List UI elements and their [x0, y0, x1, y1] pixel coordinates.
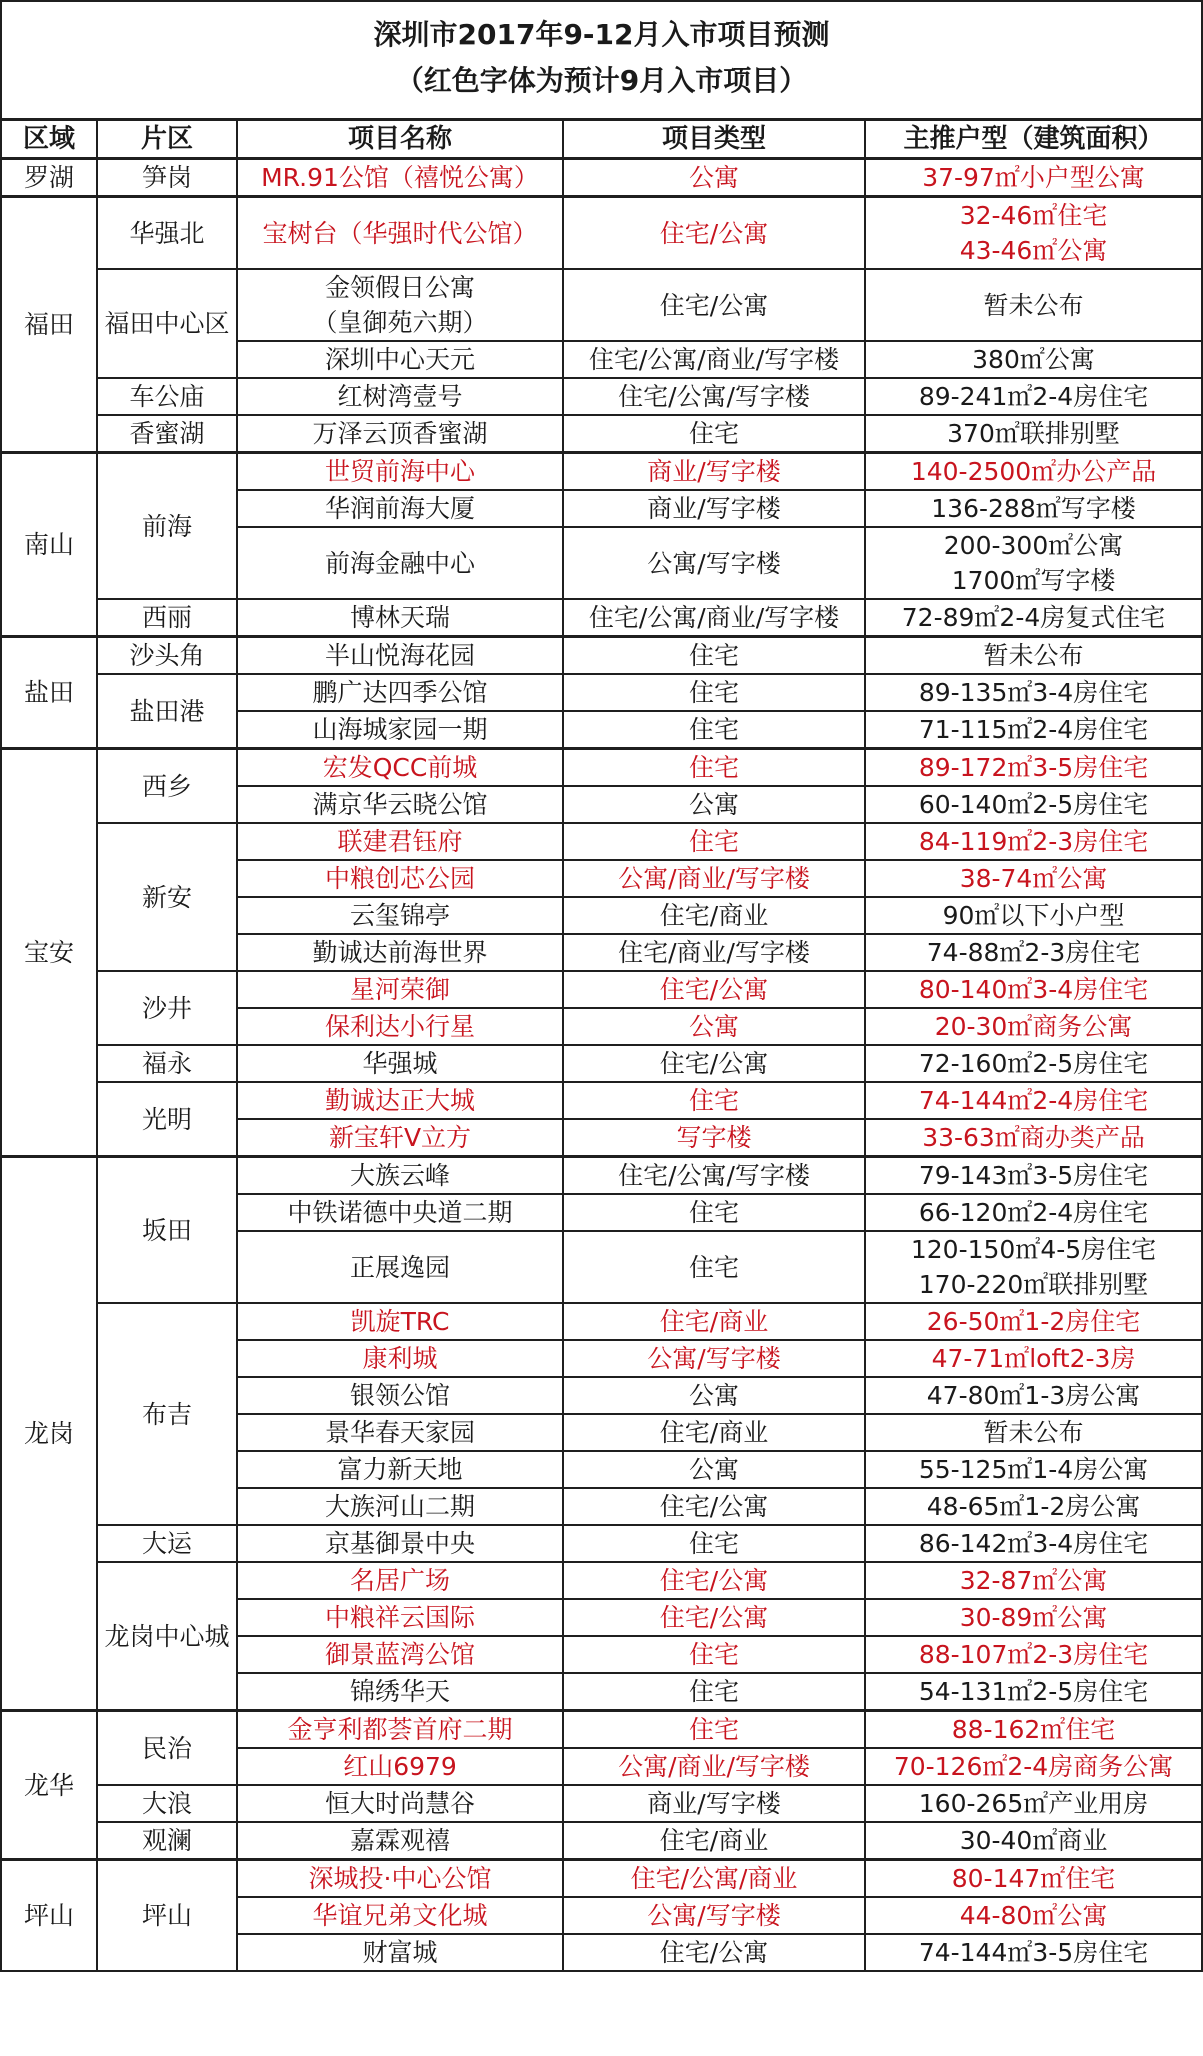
- project-name: 御景蓝湾公馆: [237, 1636, 563, 1673]
- project-name: 京基御景中央: [237, 1525, 563, 1562]
- project-type: 住宅/公寓/商业/写字楼: [563, 341, 865, 378]
- project-type: 住宅/商业: [563, 1414, 865, 1451]
- project-name: 名居广场: [237, 1562, 563, 1599]
- project-name: 中粮祥云国际: [237, 1599, 563, 1636]
- project-type: 住宅/公寓/商业: [563, 1860, 865, 1898]
- project-unit: 88-162㎡住宅: [865, 1711, 1202, 1749]
- area-cell: 坪山: [97, 1860, 237, 1972]
- project-name: 中粮创芯公园: [237, 860, 563, 897]
- project-name: 正展逸园: [237, 1231, 563, 1303]
- project-unit: 38-74㎡公寓: [865, 860, 1202, 897]
- project-type: 住宅: [563, 1082, 865, 1119]
- project-name: 大族云峰: [237, 1157, 563, 1195]
- project-unit: 160-265㎡产业用房: [865, 1785, 1202, 1822]
- project-unit: 380㎡公寓: [865, 341, 1202, 378]
- area-cell: 车公庙: [97, 378, 237, 415]
- area-cell: 民治: [97, 1711, 237, 1786]
- project-unit: 33-63㎡商办类产品: [865, 1119, 1202, 1157]
- project-type: 住宅/公寓: [563, 1934, 865, 1971]
- header-area: 片区: [97, 120, 237, 159]
- project-type: 住宅/公寓: [563, 269, 865, 341]
- project-name: 宝树台（华强时代公馆）: [237, 197, 563, 270]
- table-row: [1, 1525, 1202, 1562]
- project-name: 深圳中心天元: [237, 341, 563, 378]
- project-name: 大族河山二期: [237, 1488, 563, 1525]
- project-type: 住宅/商业: [563, 1822, 865, 1860]
- project-unit: 70-126㎡2-4房商务公寓: [865, 1748, 1202, 1785]
- area-cell: 华强北: [97, 197, 237, 270]
- project-name: 星河荣御: [237, 971, 563, 1008]
- area-cell: 笋岗: [97, 159, 237, 197]
- project-unit: 79-143㎡3-5房住宅: [865, 1157, 1202, 1195]
- table-row: [1, 749, 1202, 787]
- area-cell: 大浪: [97, 1785, 237, 1822]
- project-name: 鹏广达四季公馆: [237, 674, 563, 711]
- table-title: [1, 1, 1202, 120]
- project-unit: 140-2500㎡办公产品: [865, 453, 1202, 491]
- project-unit: 74-88㎡2-3房住宅: [865, 934, 1202, 971]
- project-name: 财富城: [237, 1934, 563, 1971]
- project-type: 公寓/写字楼: [563, 527, 865, 599]
- title-line-1: 深圳市2017年9-12月入市项目预测: [373, 18, 830, 51]
- project-unit: 80-147㎡住宅: [865, 1860, 1202, 1898]
- table-row: [1, 1045, 1202, 1082]
- project-unit: 80-140㎡3-4房住宅: [865, 971, 1202, 1008]
- project-name: 万泽云顶香蜜湖: [237, 415, 563, 453]
- project-name: 联建君钰府: [237, 823, 563, 860]
- project-type: 住宅/公寓: [563, 1488, 865, 1525]
- project-type: 住宅: [563, 1194, 865, 1231]
- project-unit: 72-89㎡2-4房复式住宅: [865, 599, 1202, 637]
- project-name: 博林天瑞: [237, 599, 563, 637]
- project-name: 恒大时尚慧谷: [237, 1785, 563, 1822]
- project-name: 红山6979: [237, 1748, 563, 1785]
- area-cell: 大运: [97, 1525, 237, 1562]
- project-type: 住宅/商业: [563, 1303, 865, 1340]
- district-cell: 盐田: [1, 637, 97, 749]
- project-type: 住宅: [563, 823, 865, 860]
- project-type: 住宅: [563, 711, 865, 749]
- project-name: 保利达小行星: [237, 1008, 563, 1045]
- project-type: 住宅/公寓: [563, 197, 865, 270]
- area-cell: 新安: [97, 823, 237, 971]
- project-unit: 89-135㎡3-4房住宅: [865, 674, 1202, 711]
- project-unit: 89-241㎡2-4房住宅: [865, 378, 1202, 415]
- project-type: 公寓/商业/写字楼: [563, 1748, 865, 1785]
- project-unit: 26-50㎡1-2房住宅: [865, 1303, 1202, 1340]
- project-type: 公寓/商业/写字楼: [563, 860, 865, 897]
- project-type: 公寓/写字楼: [563, 1340, 865, 1377]
- project-name: 康利城: [237, 1340, 563, 1377]
- project-type: 住宅: [563, 637, 865, 675]
- project-name: 世贸前海中心: [237, 453, 563, 491]
- project-type: 住宅/公寓/写字楼: [563, 378, 865, 415]
- district-cell: 罗湖: [1, 159, 97, 197]
- project-name: 华强城: [237, 1045, 563, 1082]
- project-name: 富力新天地: [237, 1451, 563, 1488]
- project-unit: 71-115㎡2-4房住宅: [865, 711, 1202, 749]
- area-cell: 盐田港: [97, 674, 237, 749]
- table-row: [1, 1082, 1202, 1119]
- project-unit: 37-97㎡小户型公寓: [865, 159, 1202, 197]
- project-type: 公寓: [563, 786, 865, 823]
- table-row: [1, 1303, 1202, 1340]
- header-unit: 主推户型（建筑面积）: [865, 120, 1202, 159]
- project-name: 前海金融中心: [237, 527, 563, 599]
- table-row: [1, 269, 1202, 341]
- project-type: 公寓: [563, 1008, 865, 1045]
- project-name: 宏发QCC前城: [237, 749, 563, 787]
- project-unit: 200-300㎡公寓 1700㎡写字楼: [865, 527, 1202, 599]
- project-name: 云玺锦亭: [237, 897, 563, 934]
- project-unit: 20-30㎡商务公寓: [865, 1008, 1202, 1045]
- project-type: 公寓/写字楼: [563, 1897, 865, 1934]
- project-unit: 370㎡联排别墅: [865, 415, 1202, 453]
- project-name: 金亨利都荟首府二期: [237, 1711, 563, 1749]
- project-type: 写字楼: [563, 1119, 865, 1157]
- project-type: 住宅/公寓/商业/写字楼: [563, 599, 865, 637]
- area-cell: 坂田: [97, 1157, 237, 1304]
- area-cell: 前海: [97, 453, 237, 600]
- project-name: 红树湾壹号: [237, 378, 563, 415]
- table-row: [1, 378, 1202, 415]
- project-type: 住宅/商业: [563, 897, 865, 934]
- project-unit: 60-140㎡2-5房住宅: [865, 786, 1202, 823]
- table-row: [1, 1860, 1202, 1898]
- project-type: 住宅: [563, 1231, 865, 1303]
- table-row: [1, 1711, 1202, 1749]
- project-unit: 66-120㎡2-4房住宅: [865, 1194, 1202, 1231]
- project-type: 公寓: [563, 1377, 865, 1414]
- project-unit: 74-144㎡2-4房住宅: [865, 1082, 1202, 1119]
- project-type: 住宅: [563, 1636, 865, 1673]
- project-type: 住宅/商业/写字楼: [563, 934, 865, 971]
- project-unit: 88-107㎡2-3房住宅: [865, 1636, 1202, 1673]
- project-type: 住宅/公寓: [563, 1562, 865, 1599]
- header-name: 项目名称: [237, 120, 563, 159]
- area-cell: 沙头角: [97, 637, 237, 675]
- project-type: 住宅: [563, 1525, 865, 1562]
- table-row: [1, 415, 1202, 453]
- table-row: [1, 971, 1202, 1008]
- project-name: 半山悦海花园: [237, 637, 563, 675]
- project-unit: 120-150㎡4-5房住宅 170-220㎡联排别墅: [865, 1231, 1202, 1303]
- project-type: 公寓: [563, 1451, 865, 1488]
- project-name: 勤诚达正大城: [237, 1082, 563, 1119]
- project-type: 住宅: [563, 749, 865, 787]
- title-row: [1, 1, 1202, 120]
- project-unit: 30-40㎡商业: [865, 1822, 1202, 1860]
- project-unit: 55-125㎡1-4房公寓: [865, 1451, 1202, 1488]
- title-line-2: （红色字体为预计9月入市项目）: [395, 64, 808, 97]
- project-unit: 136-288㎡写字楼: [865, 490, 1202, 527]
- project-type: 住宅/公寓/写字楼: [563, 1157, 865, 1195]
- header-row: [1, 120, 1202, 159]
- project-name: 景华春天家园: [237, 1414, 563, 1451]
- area-cell: 福永: [97, 1045, 237, 1082]
- project-name: 满京华云晓公馆: [237, 786, 563, 823]
- header-district: 区域: [1, 120, 97, 159]
- project-type: 住宅/公寓: [563, 1599, 865, 1636]
- table-row: [1, 674, 1202, 711]
- district-cell: 龙华: [1, 1711, 97, 1860]
- project-unit: 72-160㎡2-5房住宅: [865, 1045, 1202, 1082]
- project-type: 住宅: [563, 415, 865, 453]
- district-cell: 福田: [1, 197, 97, 453]
- project-name: MR.91公馆（禧悦公寓）: [237, 159, 563, 197]
- project-name: 深城投·中心公馆: [237, 1860, 563, 1898]
- project-unit: 89-172㎡3-5房住宅: [865, 749, 1202, 787]
- project-type: 商业/写字楼: [563, 490, 865, 527]
- project-type: 住宅/公寓: [563, 1045, 865, 1082]
- project-unit: 30-89㎡公寓: [865, 1599, 1202, 1636]
- district-cell: 龙岗: [1, 1157, 97, 1711]
- project-name: 勤诚达前海世界: [237, 934, 563, 971]
- project-name: 金领假日公寓 （皇御苑六期）: [237, 269, 563, 341]
- project-unit: 74-144㎡3-5房住宅: [865, 1934, 1202, 1971]
- table-row: [1, 599, 1202, 637]
- project-unit: 47-71㎡loft2-3房: [865, 1340, 1202, 1377]
- project-name: 锦绣华天: [237, 1673, 563, 1711]
- area-cell: 西乡: [97, 749, 237, 824]
- area-cell: 观澜: [97, 1822, 237, 1860]
- project-name: 凯旋TRC: [237, 1303, 563, 1340]
- project-unit: 暂未公布: [865, 1414, 1202, 1451]
- project-unit: 暂未公布: [865, 637, 1202, 675]
- district-cell: 南山: [1, 453, 97, 637]
- project-unit: 暂未公布: [865, 269, 1202, 341]
- project-name: 嘉霖观禧: [237, 1822, 563, 1860]
- project-unit: 54-131㎡2-5房住宅: [865, 1673, 1202, 1711]
- project-unit: 44-80㎡公寓: [865, 1897, 1202, 1934]
- area-cell: 沙井: [97, 971, 237, 1045]
- project-name: 新宝轩V立方: [237, 1119, 563, 1157]
- project-type: 商业/写字楼: [563, 1785, 865, 1822]
- table-row: [1, 453, 1202, 491]
- project-name: 山海城家园一期: [237, 711, 563, 749]
- area-cell: 龙岗中心城: [97, 1562, 237, 1711]
- project-unit: 90㎡以下小户型: [865, 897, 1202, 934]
- project-type: 住宅: [563, 674, 865, 711]
- table-row: [1, 1785, 1202, 1822]
- area-cell: 布吉: [97, 1303, 237, 1525]
- table-row: [1, 1822, 1202, 1860]
- project-type: 商业/写字楼: [563, 453, 865, 491]
- header-type: 项目类型: [563, 120, 865, 159]
- project-name: 中铁诺德中央道二期: [237, 1194, 563, 1231]
- project-unit: 84-119㎡2-3房住宅: [865, 823, 1202, 860]
- area-cell: 光明: [97, 1082, 237, 1157]
- project-name: 银领公馆: [237, 1377, 563, 1414]
- table-row: [1, 637, 1202, 675]
- district-cell: 坪山: [1, 1860, 97, 1972]
- project-type: 住宅/公寓: [563, 971, 865, 1008]
- table-row: [1, 823, 1202, 860]
- project-type: 公寓: [563, 159, 865, 197]
- project-unit: 32-46㎡住宅 43-46㎡公寓: [865, 197, 1202, 270]
- project-unit: 32-87㎡公寓: [865, 1562, 1202, 1599]
- project-name: 华润前海大厦: [237, 490, 563, 527]
- project-type: 住宅: [563, 1673, 865, 1711]
- table-row: [1, 1157, 1202, 1195]
- table-row: [1, 159, 1202, 197]
- project-type: 住宅: [563, 1711, 865, 1749]
- project-name: 华谊兄弟文化城: [237, 1897, 563, 1934]
- table-row: [1, 1562, 1202, 1599]
- table-row: [1, 197, 1202, 270]
- area-cell: 西丽: [97, 599, 237, 637]
- area-cell: 福田中心区: [97, 269, 237, 378]
- area-cell: 香蜜湖: [97, 415, 237, 453]
- district-cell: 宝安: [1, 749, 97, 1157]
- project-unit: 86-142㎡3-4房住宅: [865, 1525, 1202, 1562]
- project-unit: 48-65㎡1-2房公寓: [865, 1488, 1202, 1525]
- project-unit: 47-80㎡1-3房公寓: [865, 1377, 1202, 1414]
